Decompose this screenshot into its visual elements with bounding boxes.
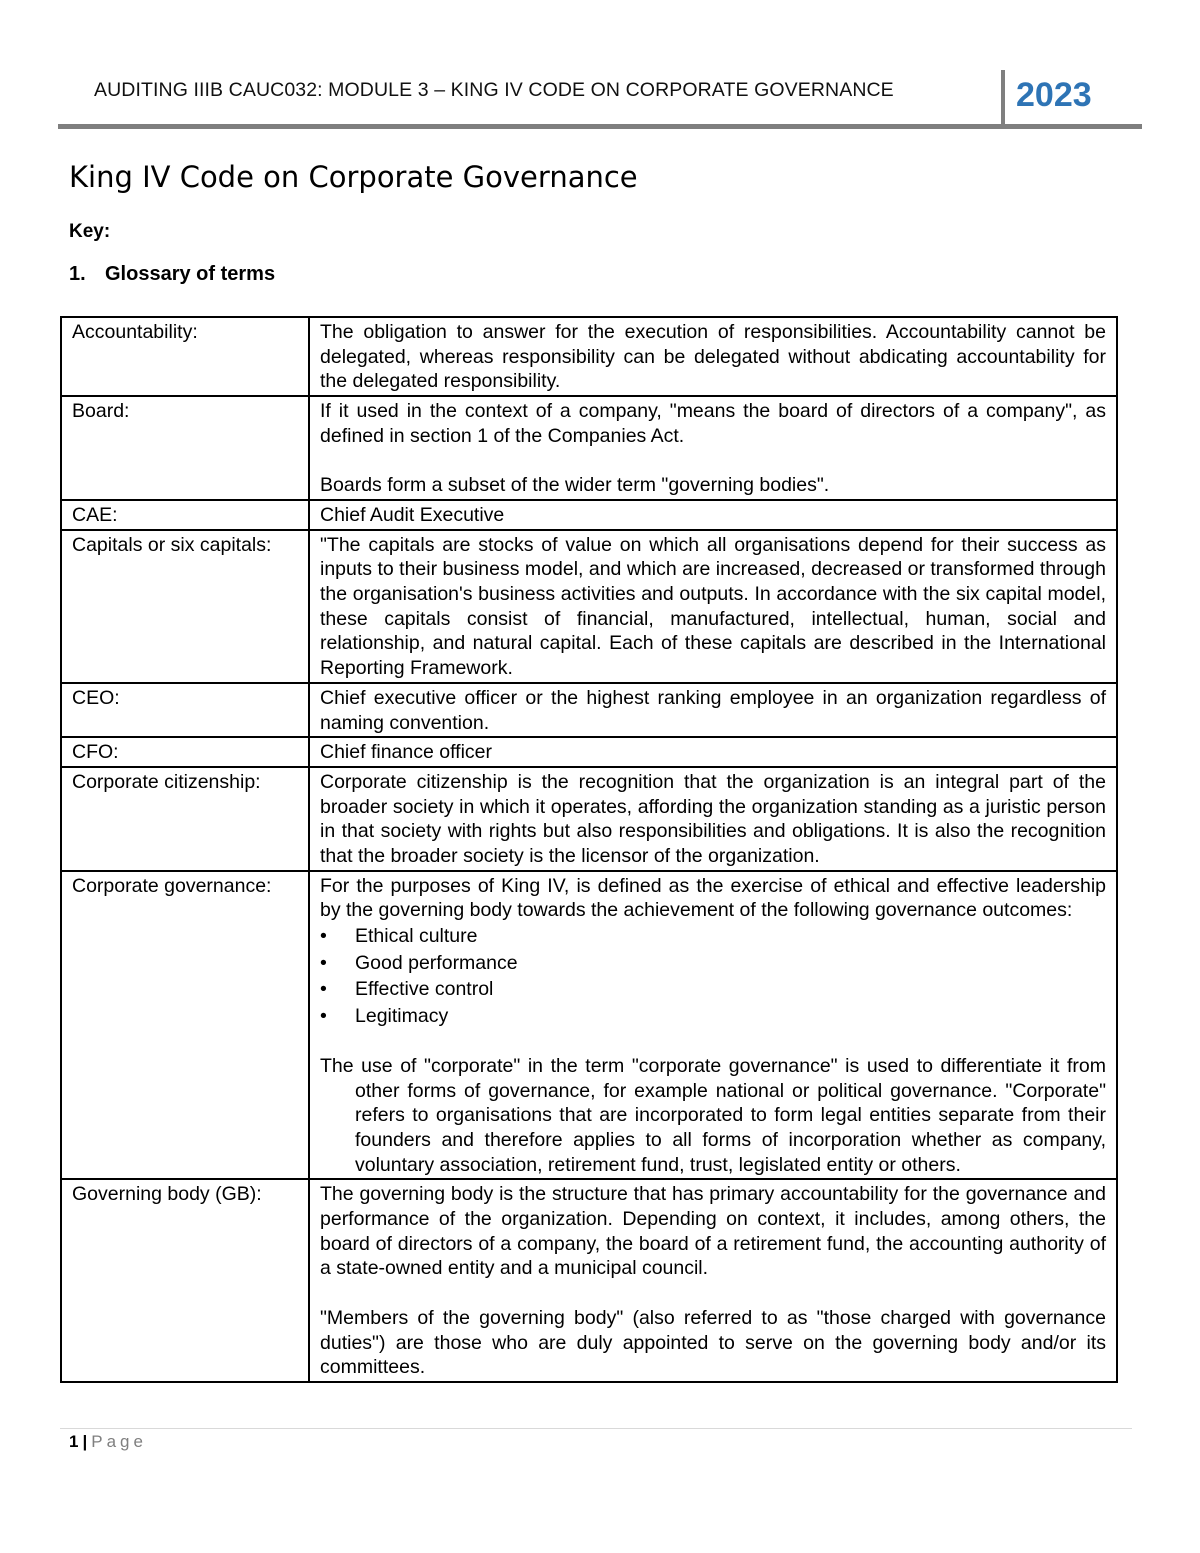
table-row [61, 530, 1117, 683]
outcomes-list [320, 923, 1106, 1029]
definition-cell [309, 500, 1117, 530]
definition-cell [309, 767, 1117, 871]
table-row [61, 871, 1117, 1180]
table-row [61, 683, 1117, 737]
table-row [61, 317, 1117, 396]
definition-cell [309, 1179, 1117, 1382]
definition-text: Chief Audit Executive [320, 503, 505, 526]
term-cell: CEO: [61, 683, 309, 737]
definition-text: "The capitals are stocks of value on which all organisations depend for their success as inputs to their business model, and which are increased, decreased or transformed through the organisation's business activities and outputs. In accordance with the six capital model, these capitals consist of financial, manufactured, intellectual, human, social and relationship, and natural capital. Each of these capitals are described in the International Reporting Framework. [320, 533, 1106, 680]
definition-text: Chief executive officer or the highest ranking employee in an organization regardless of naming convention. [320, 686, 1106, 734]
key-label: Key: [69, 221, 111, 242]
table-row [61, 500, 1117, 530]
definition-text: The obligation to answer for the execution of responsibilities. Accountability cannot be delegated, whereas responsibility can be delegated without abdicating accountability for the delegated responsibility. [320, 321, 1106, 393]
page-footer [69, 1432, 147, 1452]
definition-text: The use of "corporate" in the term "corporate governance" is used to differentiate it from other forms of governance, for example national or political governance. "Corporate" refers to organisations that are incorporated to form legal entities separate from their founders and therefore applies to all forms of incorporation whether as company, voluntary association, retirement fund, trust, legislated entity or others. [320, 1054, 1106, 1176]
definition-cell [309, 737, 1117, 767]
glossary-table [60, 316, 1118, 1383]
term-cell: Accountability: [61, 317, 309, 396]
table-row [61, 1179, 1117, 1382]
definition-cell [309, 396, 1117, 500]
term-cell: Governing body (GB): [61, 1179, 309, 1382]
definition-text: For the purposes of King IV, is defined as the exercise of ethical and effective leadership by the governing body towards the achievement of the following governance outcomes: [320, 874, 1106, 922]
definition-cell [309, 683, 1117, 737]
header-rule [58, 124, 1142, 129]
list-item: • Legitimacy [320, 1003, 1106, 1030]
page-label: Page [91, 1432, 147, 1451]
document-title: King IV Code on Corporate Governance [69, 160, 638, 194]
term-cell: CAE: [61, 500, 309, 530]
term-cell: Board: [61, 396, 309, 500]
definition-cell [309, 871, 1117, 1180]
footer-rule [60, 1428, 1132, 1429]
list-item: • Effective control [320, 976, 1106, 1003]
definition-text: Corporate citizenship is the recognition that the organization is an integral part of the broader society in which it operates, affording the organization standing as a juristic person in that society with rights but also responsibilities and obligations. It is also the recognition that the broader society is the licensor of the organization. [320, 770, 1106, 868]
page-header [58, 66, 1142, 130]
term-cell: Corporate citizenship: [61, 767, 309, 871]
definition-text: "Members of the governing body" (also referred to as "those charged with governance duties") are those who are duly appointed to serve on the governing body and/or its committees. [320, 1306, 1106, 1379]
definition-text: Boards form a subset of the wider term "governing bodies". [320, 474, 830, 497]
definition-text: Chief finance officer [320, 741, 492, 764]
section-title: Glossary of terms [105, 263, 276, 285]
section-number: 1. [69, 263, 86, 285]
table-row [61, 396, 1117, 500]
section-heading [69, 263, 275, 286]
list-item: • Good performance [320, 950, 1106, 977]
list-item: • Ethical culture [320, 923, 1106, 950]
page-number: 1 [69, 1432, 79, 1451]
term-cell: Corporate governance: [61, 871, 309, 1180]
header-year: 2023 [1016, 76, 1092, 114]
definition-cell [309, 530, 1117, 683]
table-row [61, 737, 1117, 767]
table-row [61, 767, 1117, 871]
header-title: AUDITING IIIB CAUC032: MODULE 3 – KING IV CODE ON CORPORATE GOVERNANCE [94, 79, 894, 101]
header-divider [1001, 70, 1005, 128]
term-cell: CFO: [61, 737, 309, 767]
definition-text: If it used in the context of a company, "means the board of directors of a company", as defined in section 1 of the Companies Act. [320, 400, 1106, 447]
definition-text: The governing body is the structure that has primary accountability for the governance and performance of the organization. Depending on context, it includes, among others, the board of directors of a company, the board of a retirement fund, the accounting authority of a state-owned entity and a municipal council. [320, 1183, 1106, 1280]
definition-cell [309, 317, 1117, 396]
footer-separator: | [82, 1432, 88, 1451]
term-cell: Capitals or six capitals: [61, 530, 309, 683]
